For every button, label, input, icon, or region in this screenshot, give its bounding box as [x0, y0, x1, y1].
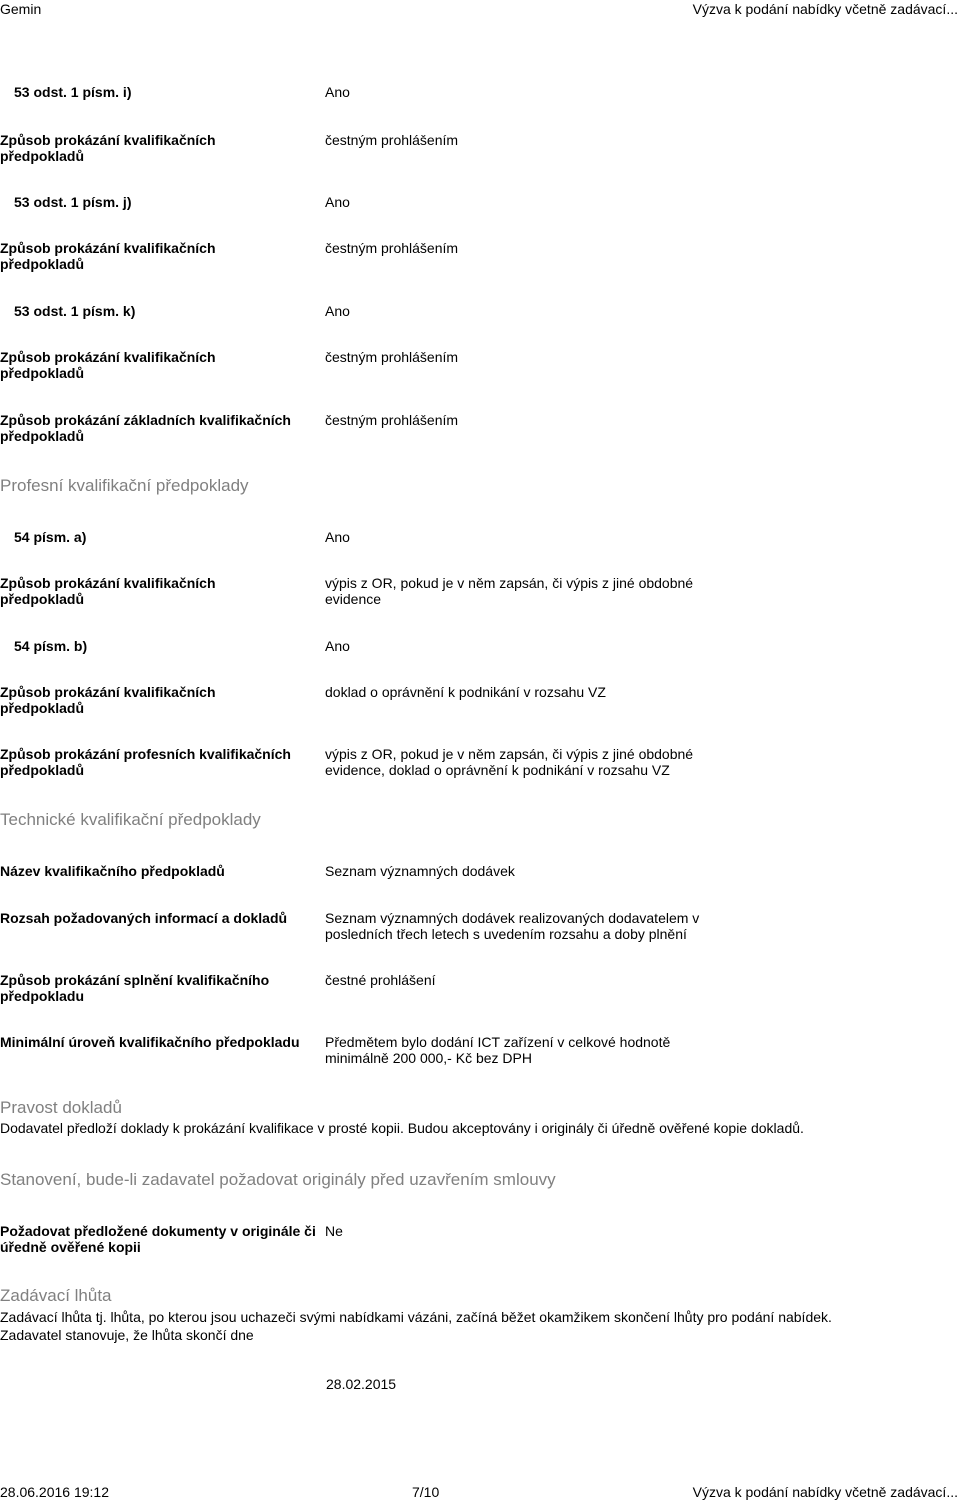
- row-key: 53 odst. 1 písm. j): [14, 194, 132, 210]
- row-key: Způsob prokázání kvalifikačních předpokladů: [0, 349, 216, 381]
- row-value: výpis z OR, pokud je v něm zapsán, či výpis z jiné obdobné evidence, doklad o oprávnění k podnikání v rozsahu VZ: [325, 746, 694, 778]
- row-key: Způsob prokázání základních kvalifikačních předpokladů: [0, 412, 291, 444]
- footer-left: 28.06.2016 19:12: [0, 1484, 109, 1500]
- row-key: Způsob prokázání profesních kvalifikačních předpokladů: [0, 746, 291, 778]
- lhuta-text-1: Zadávací lhůta tj. lhůta, po kterou jsou uchazeči svými nabídkami vázáni, začíná běžet okamžikem skončení lhůty pro podání nabídek.: [0, 1309, 832, 1325]
- row-value: čestným prohlášením: [325, 349, 459, 365]
- row-key: 54 písm. a): [14, 529, 87, 545]
- row-key: Rozsah požadovaných informací a dokladů: [0, 910, 288, 926]
- row-value: Ano: [325, 303, 350, 319]
- row-key: Způsob prokázání kvalifikačních předpokladů: [0, 240, 216, 272]
- lhuta-text-2: Zadavatel stanovuje, že lhůta skončí dne: [0, 1327, 254, 1343]
- row-value: Ano: [325, 194, 350, 210]
- row-key: Způsob prokázání kvalifikačních předpokladů: [0, 132, 216, 164]
- section-heading-pravost: Pravost dokladů: [0, 1098, 122, 1117]
- row-key: Minimální úroveň kvalifikačního předpokladu: [0, 1034, 300, 1050]
- page-footer: [0, 1483, 960, 1501]
- row-key: Způsob prokázání kvalifikačních předpokladů: [0, 575, 216, 607]
- row-key: Způsob prokázání splnění kvalifikačního předpokladu: [0, 972, 270, 1004]
- row-value: čestným prohlášením: [325, 132, 459, 148]
- row-value: Ano: [325, 638, 350, 654]
- row-value: čestným prohlášením: [325, 240, 459, 256]
- row-value: výpis z OR, pokud je v něm zapsán, či výpis z jiné obdobné evidence: [325, 575, 694, 607]
- row-value: Předmětem bylo dodání ICT zařízení v celkové hodnotě minimálně 200 000,- Kč bez DPH: [325, 1034, 671, 1066]
- row-value: čestným prohlášením: [325, 412, 459, 428]
- row-value: Seznam významných dodávek: [325, 863, 515, 879]
- footer-page-number: 7/10: [412, 1484, 440, 1500]
- page-header: [0, 0, 960, 18]
- row-key: 53 odst. 1 písm. k): [14, 303, 136, 319]
- section-heading-technicke: Technické kvalifikační předpoklady: [0, 810, 261, 829]
- section-heading-stanoveni: Stanovení, bude-li zadavatel požadovat originály před uzavřením smlouvy: [0, 1170, 556, 1189]
- header-right: Výzva k podání nabídky včetně zadávací...: [692, 1, 958, 17]
- row-value: Seznam významných dodávek realizovaných dodavatelem v posledních třech letech s uvedením rozsahu a doby plnění: [325, 910, 700, 942]
- section-heading-profesni: Profesní kvalifikační předpoklady: [0, 476, 249, 495]
- header-left: Gemin: [0, 1, 42, 17]
- footer-right: Výzva k podání nabídky včetně zadávací...: [692, 1484, 958, 1500]
- row-value: Ano: [325, 84, 350, 100]
- row-value: čestné prohlášení: [325, 972, 436, 988]
- pravost-text: Dodavatel předloží doklady k prokázání kvalifikace v prosté kopii. Budou akceptovány i originály či úředně ověřené kopie dokladů.: [0, 1120, 804, 1136]
- row-key: 54 písm. b): [14, 638, 88, 654]
- lhuta-date: 28.02.2015: [326, 1376, 397, 1392]
- row-key: Název kvalifikačního předpokladů: [0, 863, 225, 879]
- row-value: Ano: [325, 529, 350, 545]
- row-value: doklad o oprávnění k podnikání v rozsahu VZ: [325, 684, 606, 700]
- row-value: Ne: [325, 1223, 343, 1239]
- row-key: Způsob prokázání kvalifikačních předpokladů: [0, 684, 216, 716]
- row-key: 53 odst. 1 písm. i): [14, 84, 132, 100]
- section-heading-lhuta: Zadávací lhůta: [0, 1286, 112, 1305]
- row-key: Požadovat předložené dokumenty v originále či úředně ověřené kopii: [0, 1223, 316, 1255]
